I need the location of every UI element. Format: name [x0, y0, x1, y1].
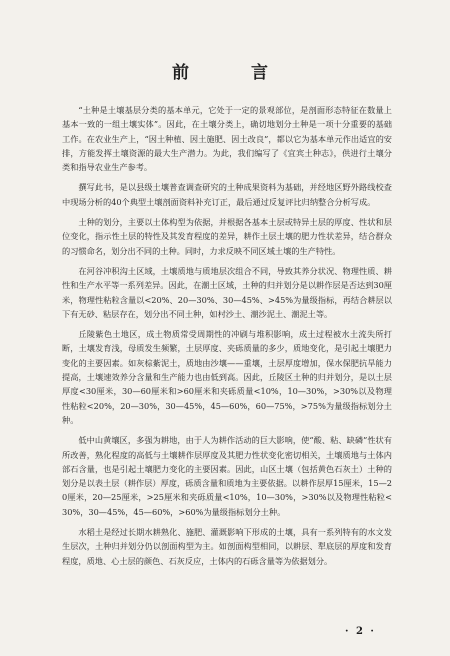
paragraph-2: 撰写此书，是以县级土壤普查调查研究的土种成果资料为基础，并经地区野外路线校查中现场分析的40个典型土壤剖面资料补充订正，最后通过反复评比归纳整合分析写成。: [62, 182, 392, 207]
paragraph-1: “土种是土壤基层分类的基本单元，它处于一定的景观部位，是剖面形态特征在数量上基本一致的一组土壤实体”。因此，在土壤分类上，确切地划分土种是一项十分重要的基础工作。在农业生产上，“因土种植、因土施肥、因土改良”，都以它为基本单元作出适宜的安排，方能发挥土壤资源的最大生产潜力。为此，我们编写了《宜宾土种志》，供进行土壤分类和指导农业生产参考。: [62, 105, 392, 173]
paragraph-4: 在河谷冲积沟土区域，土壤质地与质地层次组合不同，导致其养分状况、物理性质、耕性和生产水平等一系列差异。因此，在潮土区域，土种的归并划分是以耕作层是否达到30厘米，物理性粘粒含量以<20%、20—30%、30—45%、>45%为量级指标，再结合耕层以下有无砂、粘层存在，划分出不同土种，如村沙土、潮沙泥土、潮泥土等。: [62, 265, 392, 319]
paragraph-7: 水稻土是经过长期水耕熟化、施肥、灌溉影响下形成的土壤，具有一系列特有的水文发生层次，土种归并划分仍以剖面构型为主。如剖面构型相同，以耕层、犁底层的厚度和发育程度，质地、心土层的颜色、石灰反应，土体内的石砾含量等为依据划分。: [62, 527, 392, 566]
page-number: · 2 ·: [345, 626, 376, 637]
paragraph-6: 低中山黄壤区，多强为耕地，由于人为耕作活动的巨大影响，使“酸、粘、缺磷”性状有所改善，熟化程度的高低与土壤耕作层厚度及其肥力性状变化密切相关，土壤质地与土体内部石含量，也是引起土壤肥力变化的主要因素。因此，山区土壤（包括黄色石灰土）土种的划分是以表土层（耕作层）厚度，砾质含量和质地为主要依据。以耕作层厚15厘米，15—20厘米，20—25厘米，>25厘米和夹砾质量<10%，10—30%，>30%以及物理性粘粒<30%，30—45%，45—60%，>60%为量级指标划分土种。: [62, 435, 392, 517]
paragraph-5: 丘陵紫色土地区，成土物质常受周期性的冲刷与堆积影响，成土过程被水土流失所打断，土壤发育浅，母质发生频繁，土层厚度、夹砾质量的多少，质地变化，是引起土壤肥力变化的主要因素。如灰棕紫泥土，质地由沙壤——重壤，土层厚度增加，保水保肥抗旱能力提高，土壤速效养分含量和生产能力也由低到高。因此，丘陵区土种的归并划分，是以土层厚度<30厘米，30—60厘米和>60厘米和夹砾质量<10%，10—30%，>30%以及物理性粘粒<20%，20—30%，30—45%，45—60%，60—75%，>75%为量级指标划分土种。: [62, 329, 392, 425]
paragraph-3: 土种的划分，主要以土体构型为依据，并根据各基本土层或特异土层的厚度、性状和层位变化，指示性土层的特性及其发育程度的差异，耕作土层土壤的肥力性状差异，结合群众的习惯命名，划分出不同的土种。同时，力求反映不同区域土壤的生产特性。: [62, 217, 392, 256]
page-title: 前 言: [172, 63, 296, 83]
